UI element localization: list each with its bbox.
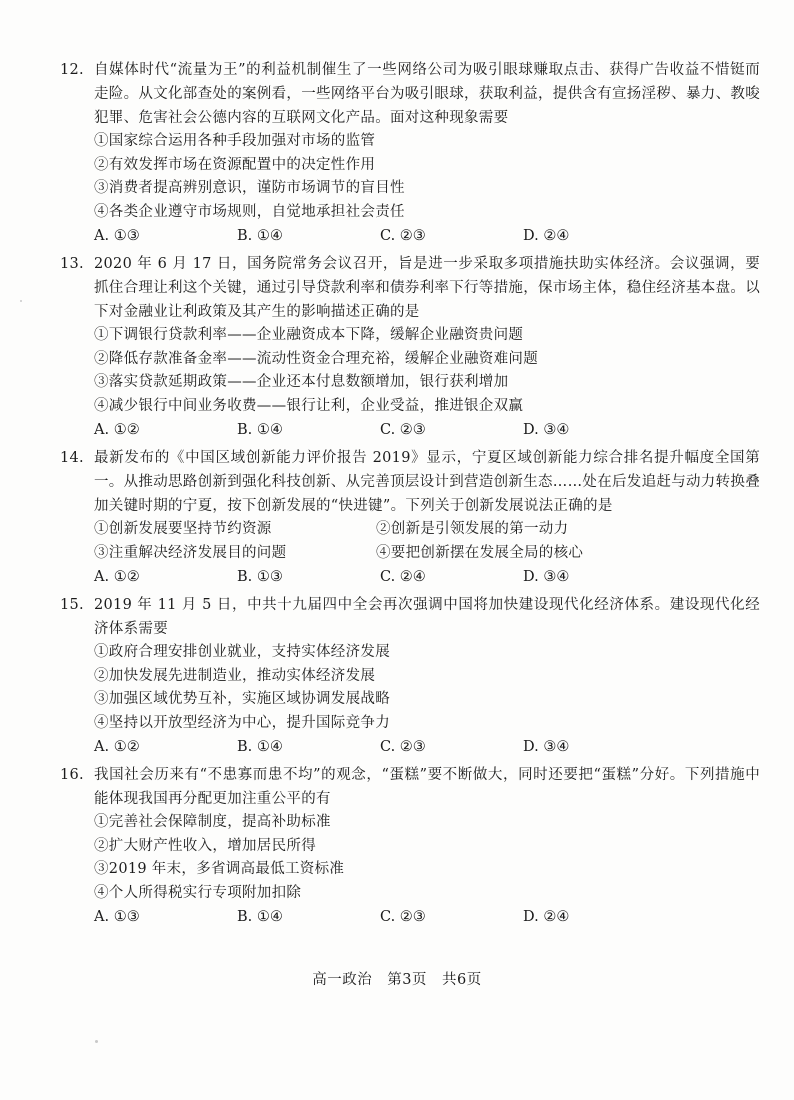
choice-d: D. ③④ — [523, 569, 570, 585]
scan-speck — [20, 300, 22, 302]
statement-1: ①创新发展要坚持节约资源 — [94, 521, 272, 537]
question-text: 我国社会历来有“不患寡而患不均”的观念，“蛋糕”要不断做大，同时还要把“蛋糕”分好。下列措施中能体现我国再分配更加注重公平的有 — [94, 767, 760, 807]
statement-1: ①政府合理安排创业就业，支持实体经济发展 — [94, 644, 390, 660]
choice-d: D. ②④ — [523, 909, 570, 925]
statement-1: ①国家综合运用各种手段加强对市场的监管 — [94, 133, 376, 149]
statement-2: ②扩大财产性收入，增加居民所得 — [94, 837, 316, 854]
choice-b: B. ①③ — [237, 569, 283, 585]
choice-b: B. ①④ — [237, 228, 283, 244]
statement-4: ④坚持以开放型经济为中心，提升国际竞争力 — [94, 714, 390, 731]
choice-d: D. ③④ — [523, 739, 570, 755]
question-number: 14. — [60, 450, 84, 466]
answer-choices — [60, 735, 760, 760]
choice-b: B. ①④ — [237, 422, 283, 438]
question-stem — [60, 593, 760, 641]
question-12 — [60, 58, 760, 249]
choice-a: A. ①② — [94, 569, 140, 585]
choice-a: A. ①③ — [94, 228, 140, 244]
question-stem — [60, 252, 760, 324]
statement-3: ③注重解决经济发展目的问题 — [94, 544, 287, 561]
scan-speck — [95, 1040, 98, 1043]
choice-a: A. ①② — [94, 422, 140, 438]
statement-3: ③加强区域优势互补，实施区域协调发展战略 — [94, 691, 390, 707]
answer-choices — [60, 418, 760, 443]
choice-d: D. ②④ — [523, 228, 570, 244]
question-text: 自媒体时代“流量为王”的利益机制催生了一些网络公司为吸引眼球赚取点击、获得广告收益不惜铤而走险。从文化部查处的案例看，一些网络平台为吸引眼球，获取利益，提供含有宣扬淫秽、暴力、教唆犯罪、危害社会公德内容的互联网文化产品。面对这种现象需要 — [94, 62, 760, 126]
question-13 — [60, 252, 760, 443]
question-list — [60, 58, 760, 933]
statement-1: ①下调银行贷款利率——企业融资成本下降，缓解企业融资贵问题 — [94, 327, 524, 343]
statement-4: ④各类企业遵守市场规则，自觉地承担社会责任 — [94, 203, 405, 220]
choice-b: B. ①④ — [237, 909, 283, 925]
statement-grid — [60, 518, 760, 565]
question-14 — [60, 446, 760, 590]
statement-2: ②创新是引领发展的第一动力 — [376, 521, 569, 537]
statement-2: ②降低存款准备金率——流动性资金合理充裕，缓解企业融资难问题 — [94, 350, 538, 367]
statement-2: ②加快发展先进制造业，推动实体经济发展 — [94, 667, 376, 684]
page-footer: 高一政治 第3页 共6页 — [312, 972, 482, 988]
question-stem — [60, 446, 760, 518]
question-number: 15. — [60, 597, 84, 613]
choice-d: D. ③④ — [523, 422, 570, 438]
question-number: 12. — [60, 62, 84, 78]
question-text: 2019 年 11 月 5 日，中共十九届四中全会再次强调中国将加快建设现代化经济体系。建设现代化经济体系需要 — [94, 597, 760, 637]
choice-a: A. ①② — [94, 739, 140, 755]
answer-choices — [60, 905, 760, 930]
choice-a: A. ①③ — [94, 909, 140, 925]
choice-c: C. ②③ — [380, 228, 426, 244]
question-text: 2020 年 6 月 17 日，国务院常务会议召开，旨是进一步采取多项措施扶助实体经济。会议强调，要抓住合理让利这个关键，通过引导贷款利率和债券利率下行等措施，保市场主体，稳住经济基本盘。以下对金融业让利政策及其产生的影响描述正确的是 — [94, 256, 760, 320]
statement-4: ④减少银行中间业务收费——银行让利，企业受益，推进银企双赢 — [94, 397, 524, 414]
question-text: 最新发布的《中国区域创新能力评价报告 2019》显示，宁夏区域创新能力综合排名提升幅度全国第一。从推动思路创新到强化科技创新、从完善顶层设计到营造创新生态……处在后发追赶与动力转换叠加关键时期的宁夏，按下创新发展的“快进键”。下列关于创新发展说法正确的是 — [94, 450, 760, 514]
statement-4: ④要把创新摆在发展全局的核心 — [376, 544, 584, 561]
answer-choices — [60, 565, 760, 590]
question-stem — [60, 763, 760, 811]
question-15 — [60, 593, 760, 760]
question-number: 16. — [60, 767, 84, 783]
question-16 — [60, 763, 760, 930]
question-stem — [60, 58, 760, 130]
choice-c: C. ②④ — [380, 569, 426, 585]
choice-c: C. ②③ — [380, 422, 426, 438]
choice-c: C. ②③ — [380, 739, 426, 755]
statement-3: ③2019 年末，多省调高最低工资标准 — [94, 861, 345, 877]
statement-2: ②有效发挥市场在资源配置中的决定性作用 — [94, 156, 376, 173]
statement-3: ③落实贷款延期政策——企业还本付息数额增加，银行获利增加 — [94, 374, 509, 390]
statement-1: ①完善社会保障制度，提高补助标准 — [94, 814, 331, 830]
answer-choices — [60, 224, 760, 249]
statement-4: ④个人所得税实行专项附加扣除 — [94, 884, 302, 901]
question-number: 13. — [60, 256, 84, 272]
statement-3: ③消费者提高辨别意识，谨防市场调节的盲目性 — [94, 180, 405, 196]
choice-b: B. ①④ — [237, 739, 283, 755]
choice-c: C. ②③ — [380, 909, 426, 925]
